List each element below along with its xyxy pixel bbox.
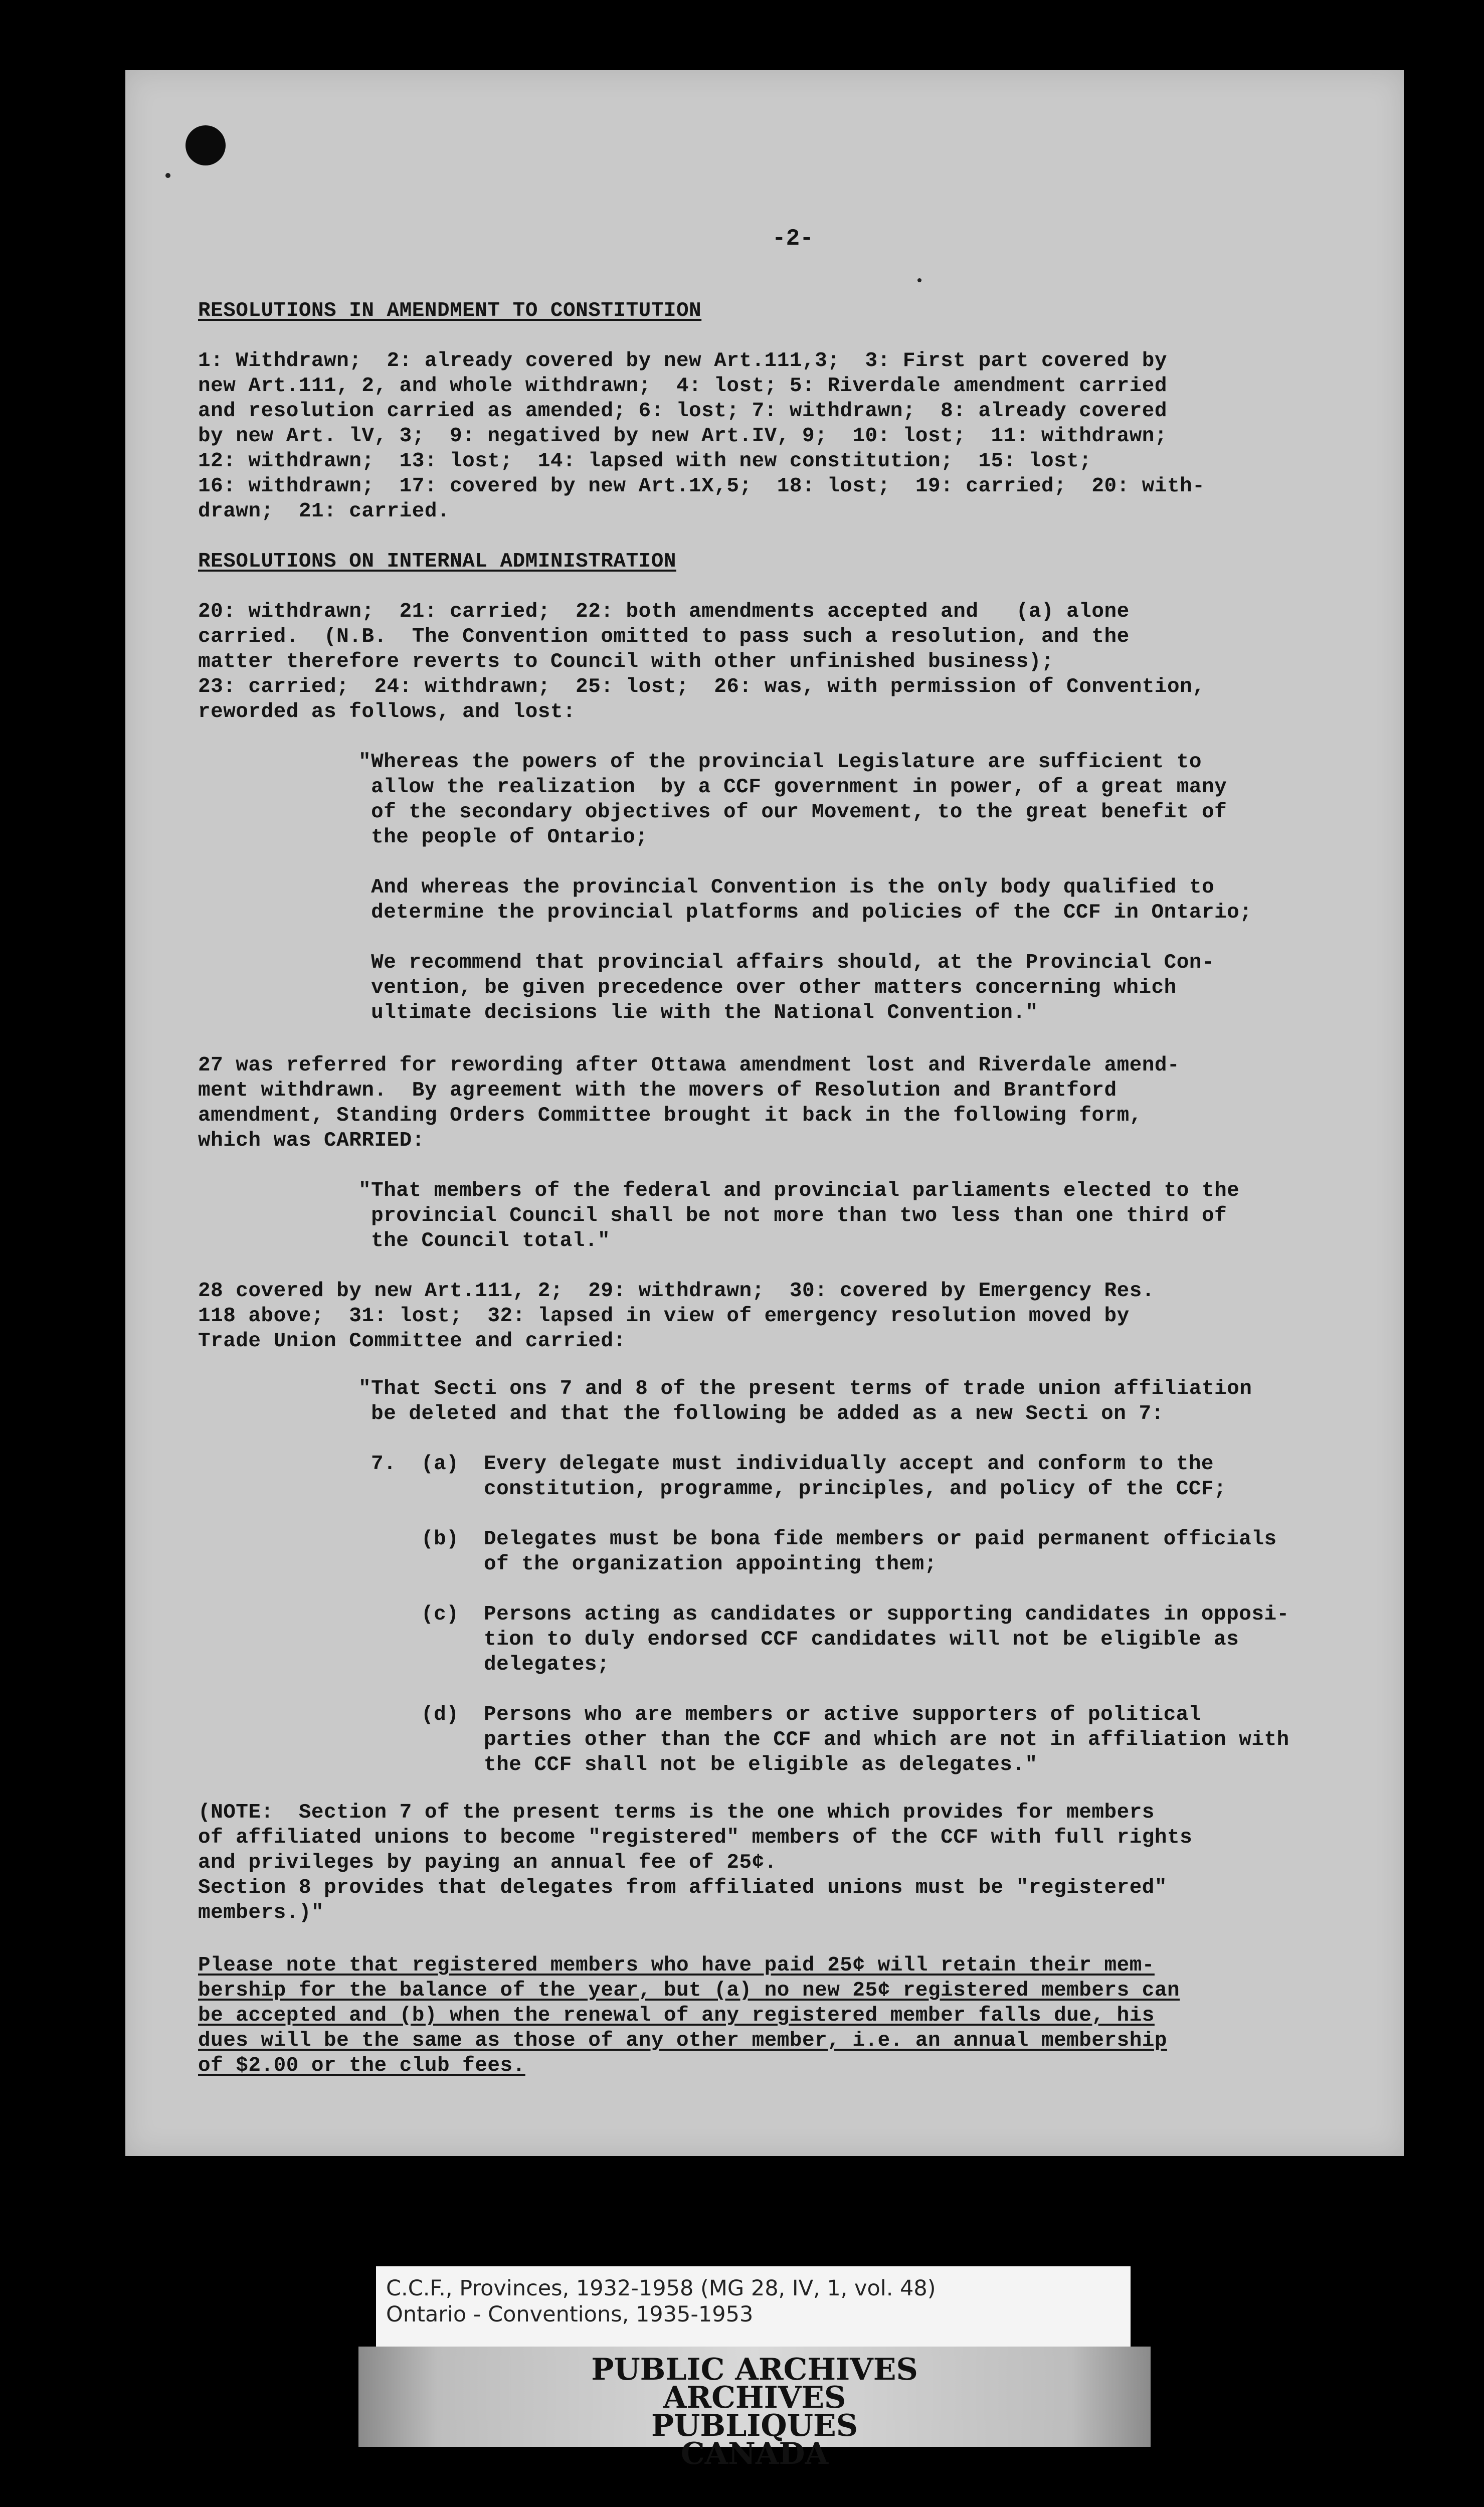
item-letter: (c) [421,1603,459,1626]
stamp-line: ARCHIVES PUBLIQUES [651,2380,858,2443]
item-line: delegates; [484,1653,610,1676]
quote-line: "That members of the federal and provincial parliaments elected to the [358,1179,1240,1202]
item-letter: (a) [421,1453,459,1476]
note-line: Section 8 provides that delegates from affiliated unions must be "registered" [198,1876,1168,1899]
item-line: Every delegate must individually accept and conform to the [484,1453,1214,1476]
quote-line: allow the realization by a CCF government in power, of a great many [358,776,1227,799]
final-line: Please note that registered members who have paid 25¢ will retain their mem- [198,1954,1155,1977]
internal-section-title: RESOLUTIONS ON INTERNAL ADMINISTRATION [198,550,676,573]
internal-line: reworded as follows, and lost: [198,700,576,724]
page-number: -2- [772,226,814,252]
punch-hole [186,125,226,165]
quote-line: And whereas the provincial Convention is the only body qualified to [358,876,1215,899]
final-line: of $2.00 or the club fees. [198,2054,525,2077]
dust-speck [165,173,170,178]
item-line: Delegates must be bona fide members or paid permanent officials [484,1528,1277,1551]
internal-line: carried. (N.B. The Convention omitted to pass such a resolution, and the [198,625,1130,648]
internal-line: matter therefore reverts to Council with other unfinished business); [198,650,1054,673]
item-letter: (d) [421,1703,459,1726]
amendment-line: by new Art. lV, 3; 9: negatived by new Art.IV, 9; 10: lost; 11: withdrawn; [198,425,1168,448]
internal-line: 23: carried; 24: withdrawn; 25: lost; 26: was, with permission of Convention, [198,675,1205,698]
item-number: 7. [371,1453,397,1476]
quote-line: of the secondary objectives of our Movement, to the great benefit of [358,801,1227,824]
item-line: of the organization appointing them; [484,1553,937,1576]
amendment-line: and resolution carried as amended; 6: lost; 7: withdrawn; 8: already covered [198,400,1168,423]
note-line: (NOTE: Section 7 of the present terms is the one which provides for members [198,1801,1155,1824]
quote-line: ultimate decisions lie with the National Convention." [358,1001,1038,1024]
quote-line: the Council total." [358,1229,611,1252]
quote-line: be deleted and that the following be added as a new Secti on 7: [358,1402,1164,1425]
amendment-line: 16: withdrawn; 17: covered by new Art.1X,5; 18: lost; 19: carried; 20: with- [198,475,1205,498]
note-line: members.)" [198,1901,324,1924]
archive-label-line: C.C.F., Provinces, 1932-1958 (MG 28, IV, 1, vol. 48) [386,2276,936,2301]
para27-line: which was CARRIED: [198,1129,425,1152]
para27-line: amendment, Standing Orders Committee brought it back in the following form, [198,1104,1142,1127]
quote-line: "That Secti ons 7 and 8 of the present terms of trade union affiliation [358,1377,1252,1400]
amendment-section-title: RESOLUTIONS IN AMENDMENT TO CONSTITUTION [198,299,702,322]
quote-line: provincial Council shall be not more than two less than one third of [358,1204,1227,1227]
para28-line: 28 covered by new Art.111, 2; 29: withdrawn; 30: covered by Emergency Res. [198,1280,1155,1303]
internal-line: 20: withdrawn; 21: carried; 22: both amendments accepted and (a) alone [198,600,1130,623]
quote-line: vention, be given precedence over other matters concerning which [358,976,1177,999]
archives-stamp [358,2347,1151,2471]
amendment-line: drawn; 21: carried. [198,500,450,523]
quote-line: We recommend that provincial affairs should, at the Provincial Con- [358,951,1215,974]
note-line: of affiliated unions to become "registered" members of the CCF with full rights [198,1826,1193,1849]
final-line: bership for the balance of the year, but (a) no new 25¢ registered members can [198,1979,1180,2002]
item-letter: (b) [421,1528,459,1551]
archive-label-line: Ontario - Conventions, 1935-1953 [386,2302,754,2327]
final-line: be accepted and (b) when the renewal of any registered member falls due, his [198,2004,1155,2027]
quote-line: "Whereas the powers of the provincial Legislature are sufficient to [358,751,1202,774]
item-line: Persons acting as candidates or supporting candidates in opposi- [484,1603,1289,1626]
stamp-line: PUBLIC ARCHIVES [591,2352,918,2387]
para27-line: 27 was referred for rewording after Ottawa amendment lost and Riverdale amend- [198,1054,1180,1077]
item-line: the CCF shall not be eligible as delegates." [484,1753,1038,1776]
item-line: tion to duly endorsed CCF candidates will not be eligible as [484,1628,1239,1651]
para28-line: 118 above; 31: lost; 32: lapsed in view of emergency resolution moved by [198,1305,1130,1328]
item-line: Persons who are members or active supporters of political [484,1703,1201,1726]
stamp-line: CANADA [680,2436,829,2471]
final-line: dues will be the same as those of any other member, i.e. an annual membership [198,2029,1168,2052]
quote-line: determine the provincial platforms and policies of the CCF in Ontario; [358,901,1252,924]
quote-line: the people of Ontario; [358,826,648,849]
amendment-line: new Art.111, 2, and whole withdrawn; 4: lost; 5: Riverdale amendment carried [198,375,1168,398]
note-line: and privileges by paying an annual fee of 25¢. [198,1851,777,1874]
amendment-line: 12: withdrawn; 13: lost; 14: lapsed with new constitution; 15: lost; [198,450,1092,473]
para28-line: Trade Union Committee and carried: [198,1330,626,1353]
item-line: parties other than the CCF and which are not in affiliation with [484,1728,1289,1751]
para27-line: ment withdrawn. By agreement with the movers of Resolution and Brantford [198,1079,1117,1102]
amendment-line: 1: Withdrawn; 2: already covered by new Art.111,3; 3: First part covered by [198,349,1168,373]
archive-label [376,2266,1131,2349]
item-line: constitution, programme, principles, and policy of the CCF; [484,1478,1227,1501]
dust-speck [917,278,921,282]
